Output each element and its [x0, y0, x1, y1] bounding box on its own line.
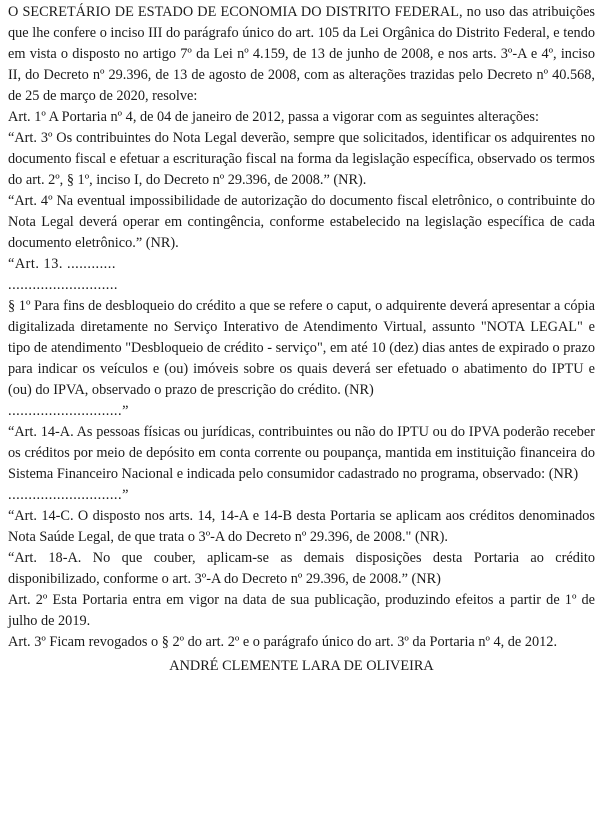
article-2: Art. 2º Esta Portaria entra em vigor na data de sua publicação, produzindo efeitos a partir de 1º de julho de 2019. — [8, 592, 595, 629]
article-13-heading: “Art. 13. ............ — [8, 256, 116, 272]
article-14c-amendment: “Art. 14-C. O disposto nos arts. 14, 14-A e 14-B desta Portaria se aplicam aos créditos denominados Nota Saúde Legal, de que trata o 3º-A do Decreto nº 29.396, de 2008." (NR). — [8, 508, 595, 545]
article-14a-closing-ellipsis: ............................” — [8, 487, 129, 503]
article-3: Art. 3º Ficam revogados o § 2º do art. 2º e o parágrafo único do art. 3º da Portaria nº 4, de 2012. — [8, 634, 558, 650]
article-13-closing-ellipsis: ............................” — [8, 403, 129, 419]
article-18a-amendment: “Art. 18-A. No que couber, aplicam-se as demais disposições desta Portaria ao crédito disponibilizado, conforme o art. 3º-A do Decreto nº 29.396, de 2008.” (NR) — [8, 550, 595, 587]
preamble-paragraph: O SECRETÁRIO DE ESTADO DE ECONOMIA DO DISTRITO FEDERAL, no uso das atribuições que lhe confere o inciso III do parágrafo único do art. 105 da Lei Orgânica do Distrito Federal, e tendo em vista o disposto no artigo 7º da Lei nº 4.159, de 13 de junho de 2008, e nos arts. 3º-A e 4º, inciso II, do Decreto nº 29.396, de 13 de agosto de 2008, com as alterações trazidas pelo Decreto nº 40.568, de 25 de março de 2020, resolve: — [8, 4, 595, 104]
signature: ANDRÉ CLEMENTE LARA DE OLIVEIRA — [169, 658, 434, 674]
article-13-paragraph-1: § 1º Para fins de desbloqueio do crédito a que se refere o caput, o adquirente deverá apresentar a cópia digitalizada diretamente no Serviço Interativo de Atendimento Virtual, assunto "NOTA LEGAL" e tipo de atendimento "Desbloqueio de crédito - serviço", em até 10 (dez) dias antes de expirado o prazo para indicar os veículos e (ou) imóveis sobre os quais deverá ser efetuado o abatimento do IPTU e (ou) do IPVA, observado o prazo de prescrição do crédito. (NR) — [8, 298, 595, 398]
article-4-amendment: “Art. 4º Na eventual impossibilidade de autorização do documento fiscal eletrônico, o contribuinte do Nota Legal deverá operar em contingência, conforme estabelecido na legislação específica de cada documento eletrônico.” (NR). — [8, 193, 595, 251]
article-3-amendment: “Art. 3º Os contribuintes do Nota Legal deverão, sempre que solicitados, identificar os adquirentes no documento fiscal e efetuar a escrituração fiscal na forma da legislação específica, observado os termos do art. 2º, § 1º, inciso I, do Decreto nº 29.396, de 2008.” (NR). — [8, 130, 595, 188]
article-14a-amendment: “Art. 14-A. As pessoas físicas ou jurídicas, contribuintes ou não do IPTU ou do IPVA poderão receber os créditos por meio de depósito em conta corrente ou poupança, mantida em instituição financeira do Sistema Financeiro Nacional e indicada pelo consumidor cadastrado no programa, observado: (NR) — [8, 424, 595, 482]
article-1: Art. 1º A Portaria nº 4, de 04 de janeiro de 2012, passa a vigorar com as seguintes alterações: — [8, 109, 539, 125]
article-13-ellipsis: ........................... — [8, 277, 119, 293]
